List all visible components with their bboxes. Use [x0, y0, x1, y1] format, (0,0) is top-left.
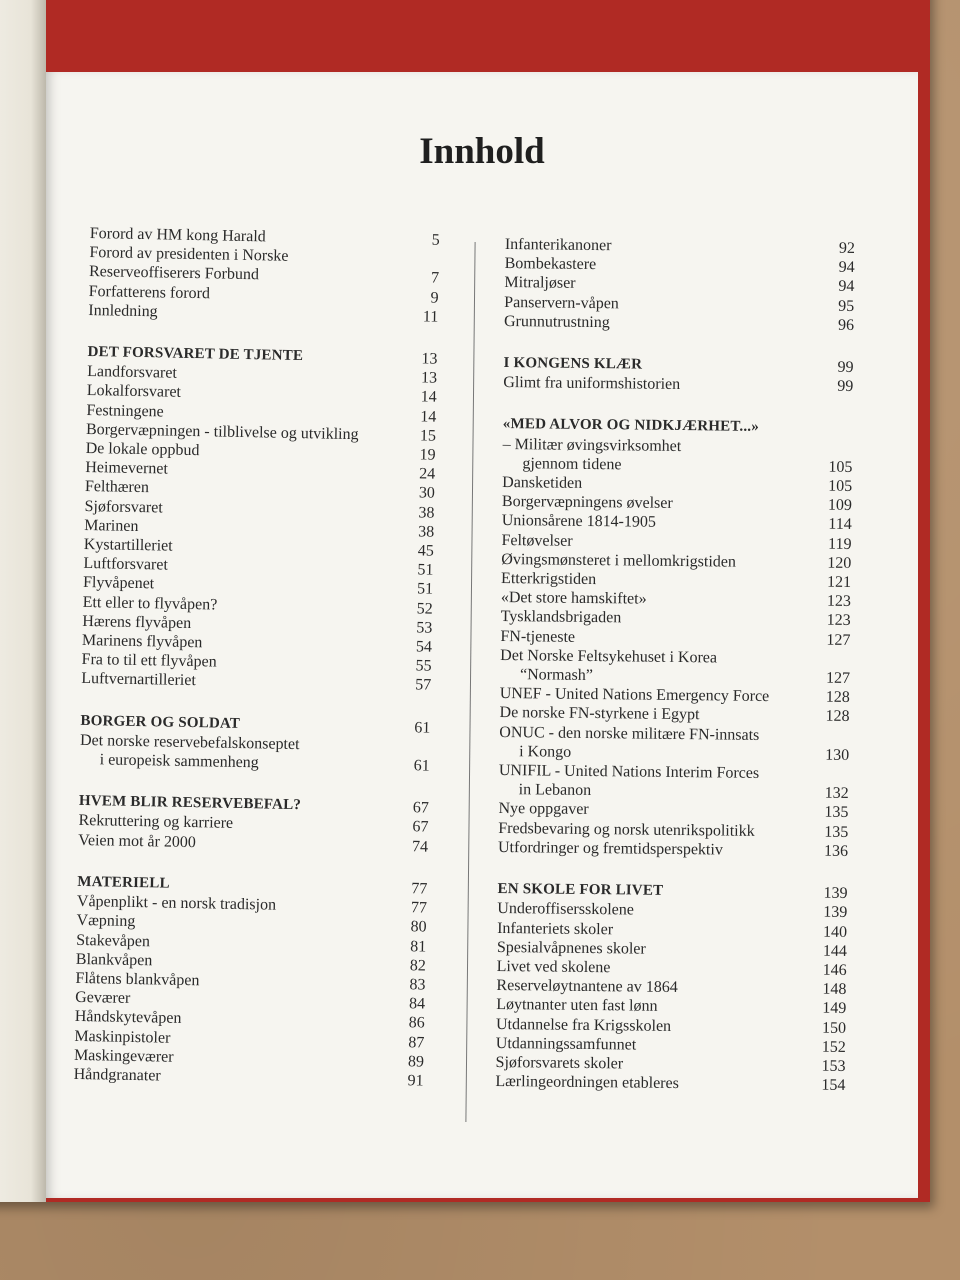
- toc-page-number: 13: [420, 369, 438, 387]
- toc-page-number: 57: [415, 676, 432, 695]
- toc-entry-title: Innledning: [88, 301, 158, 321]
- toc-page-number: 105: [828, 477, 853, 495]
- toc-entry-title: Sjøforsvaret: [84, 497, 163, 517]
- toc-entry-title: Maskinpistoler: [74, 1027, 171, 1047]
- toc-page-number: 52: [416, 600, 433, 618]
- toc-entry-title: Etterkrigstiden: [501, 570, 597, 589]
- toc-entry-title: Forfatterens forord: [88, 282, 211, 302]
- toc-page-number: 123: [826, 612, 851, 630]
- toc-page-number: 120: [827, 554, 852, 572]
- toc-entry-title: Ett eller to flyvåpen?: [82, 593, 218, 614]
- toc-page-number: 92: [838, 239, 855, 257]
- toc-page-number: 54: [415, 638, 433, 656]
- toc-page-number: 53: [416, 619, 433, 637]
- toc-page-number: 94: [838, 278, 855, 296]
- toc-page-number: 89: [407, 1052, 425, 1071]
- toc-page-number: 127: [825, 669, 851, 688]
- toc-page-number: 99: [837, 377, 854, 396]
- toc-page-number: 14: [420, 388, 437, 407]
- toc-entry-title: Våpenplikt - en norsk tradisjon: [76, 892, 277, 914]
- toc-entry-title: Maskingeværer: [73, 1046, 174, 1066]
- toc-page-number: 152: [821, 1038, 846, 1056]
- toc-page-number: 87: [408, 1033, 425, 1052]
- toc-entry-title: Dansketiden: [502, 474, 583, 492]
- toc-page-number: 153: [821, 1057, 846, 1075]
- toc-page-number: 139: [823, 884, 848, 903]
- toc-entry-title: Nye oppgaver: [498, 800, 589, 819]
- toc-entry-title: Reserveoffiserers Forbund: [88, 263, 260, 284]
- toc-entry-title: Festningene: [86, 401, 164, 421]
- toc-entry-title: Luftforsvaret: [83, 555, 169, 574]
- toc-entry-title: Fra to til ett flyvåpen: [81, 651, 217, 671]
- toc-entry-title: DET FORSVARET DE TJENTE: [87, 343, 304, 365]
- toc-entry-title: Grunnutrustning: [503, 312, 610, 332]
- toc-entry-title: Livet ved skolene: [496, 957, 611, 977]
- toc-page-number: 38: [418, 504, 435, 522]
- toc-page-number: 109: [827, 496, 853, 515]
- toc-page-number: 86: [408, 1014, 425, 1032]
- toc-page-number: 14: [420, 408, 437, 426]
- toc-entry-title: Marinens flyvåpen: [81, 631, 203, 652]
- toc-entry-title: “Normash”: [519, 666, 593, 685]
- page-title: Innhold: [419, 131, 545, 172]
- toc-page-number: 127: [826, 631, 851, 649]
- toc-page-number: 61: [413, 757, 430, 775]
- toc-entry-title: Flåtens blankvåpen: [75, 969, 200, 990]
- toc-page-number: 139: [823, 903, 848, 922]
- toc-entry-title: Unionsårene 1814-1905: [501, 512, 657, 532]
- toc-entry-title: HVEM BLIR RESERVEBEFAL?: [78, 793, 302, 814]
- toc-entry-title: De norske FN-styrkene i Egypt: [499, 704, 700, 724]
- toc-page-number: 140: [823, 923, 848, 941]
- toc-page-number: 9: [430, 289, 439, 307]
- toc-entry-title: Løytnanter uten fast lønn: [496, 996, 658, 1016]
- toc-entry: [503, 373, 853, 396]
- toc-page-number: 30: [418, 484, 436, 503]
- toc-page-number: 80: [410, 918, 427, 936]
- toc-entry-title: – Militær øvingsvirksomhet: [502, 435, 682, 455]
- toc-entry-title: Rekruttering og karriere: [78, 812, 234, 833]
- toc-page-number: 128: [825, 708, 850, 726]
- toc-entry-title: Veien mot år 2000: [78, 831, 197, 851]
- toc-page-number: 82: [409, 956, 426, 975]
- toc-entry-title: Infanterikanoner: [504, 235, 612, 255]
- toc-entry-title: Håndskytevåpen: [74, 1008, 182, 1028]
- toc-entry-title: Felthæren: [84, 478, 150, 497]
- toc-entry-title: Utdannelse fra Krigsskolen: [495, 1015, 672, 1035]
- toc-page-number: 96: [837, 316, 855, 334]
- toc-entry-title: Lærlingeordningen etableres: [495, 1073, 679, 1093]
- toc-page-number: 81: [410, 937, 427, 956]
- toc-entry-title: Underoffisersskolene: [497, 900, 635, 919]
- toc-page-number: 74: [411, 837, 429, 856]
- toc-page-number: 121: [826, 573, 852, 591]
- toc-page-number: 24: [419, 465, 436, 483]
- toc-entry-title: ONUC - den norske militære FN-innsats: [499, 723, 760, 744]
- toc-entry-title: gjennom tidene: [522, 455, 622, 474]
- toc-entry: [502, 435, 852, 477]
- toc-page-number: 99: [837, 358, 854, 376]
- toc-entry-title: Mitraljøser: [504, 274, 576, 293]
- toc-entry-title: Panservern-våpen: [504, 293, 619, 312]
- toc-entry-title: Håndgranater: [73, 1065, 161, 1085]
- toc-page-number: 83: [409, 976, 426, 994]
- toc-entry-title: Sjøforsvarets skoler: [495, 1053, 624, 1073]
- toc-page-number: 135: [824, 804, 849, 822]
- toc-page-number: 55: [415, 657, 432, 675]
- toc-entry: [504, 312, 854, 335]
- facing-page-edge: [0, 0, 46, 1202]
- toc-entry-title: UNEF - United Nations Emergency Force: [499, 685, 770, 706]
- toc-page-number: 123: [826, 592, 851, 611]
- toc-entry-title: I KONGENS KLÆR: [503, 355, 643, 373]
- toc-entry-title: Reserveløytnantene av 1864: [496, 977, 678, 997]
- toc-entry-title: Det norske reservebefalskonseptet: [79, 731, 300, 753]
- toc-page-number: 130: [825, 746, 850, 764]
- toc-entry: [498, 838, 848, 861]
- toc-page-number: 91: [407, 1072, 424, 1090]
- toc-entry: [89, 243, 440, 288]
- toc-page-number: 135: [824, 823, 849, 841]
- toc-entry-title: UNIFIL - United Nations Interim Forces: [498, 762, 760, 782]
- toc-page-number: 144: [822, 942, 847, 960]
- toc-entry-title: Borgervæpningens øvelser: [501, 493, 673, 513]
- toc-entry-title: Heimevernet: [85, 459, 169, 478]
- toc-entry-title: Flyvåpenet: [82, 574, 155, 593]
- toc-entry: [499, 723, 849, 765]
- toc-entry-title: Spesialvåpnenes skoler: [496, 938, 646, 958]
- toc-page-number: 95: [838, 297, 855, 315]
- toc-page-number: 114: [828, 516, 852, 534]
- toc-page-number: 15: [419, 427, 437, 445]
- toc-entry-title: Forord av presidenten i Norske: [89, 244, 289, 266]
- toc-entry-title: Glimt fra uniformshistorien: [503, 374, 681, 394]
- toc-entry-title: Tysklandsbrigaden: [500, 608, 622, 627]
- toc-page-number: 77: [410, 899, 428, 917]
- toc-entry-title: Øvingsmønsteret i mellomkrigstiden: [501, 550, 737, 571]
- toc-entry: [80, 731, 431, 776]
- toc-page-number: 61: [414, 718, 431, 737]
- toc-left-column: [73, 224, 439, 1091]
- toc-page-number: 154: [821, 1076, 846, 1095]
- toc-page-number: 132: [824, 784, 849, 803]
- toc-right-column: [495, 235, 855, 1095]
- toc-entry-title: Bombekastere: [504, 255, 597, 274]
- toc-entry-title: BORGER OG SOLDAT: [80, 712, 241, 732]
- toc-page-number: 149: [822, 999, 847, 1018]
- toc-page-number: 119: [828, 535, 852, 553]
- toc-page-number: 77: [411, 880, 428, 898]
- toc-entry-title: Utfordringer og fremtidsperspektiv: [497, 838, 723, 859]
- toc-entry-title: MATERIELL: [77, 873, 170, 892]
- toc-entry-title: Feltøvelser: [501, 531, 573, 550]
- toc-entry-title: Stakevåpen: [76, 931, 151, 950]
- toc-entry: [500, 646, 850, 688]
- toc-page-number: 67: [412, 818, 429, 837]
- toc-entry: [499, 761, 849, 803]
- toc-page-number: 11: [422, 308, 439, 326]
- toc-entry-title: Fredsbevaring og norsk utenrikspolitikk: [498, 819, 755, 840]
- toc-entry-title: Landforsvaret: [87, 363, 178, 382]
- toc-page-number: 150: [821, 1019, 847, 1037]
- toc-entry-title: i europeisk sammenheng: [99, 751, 259, 772]
- toc-page-number: 136: [823, 842, 849, 860]
- toc-page-number: 51: [416, 580, 434, 599]
- toc-entry-title: Infanteriets skoler: [497, 919, 614, 938]
- toc-page-number: 148: [822, 980, 847, 999]
- toc-entry-title: in Lebanon: [518, 781, 592, 800]
- toc-entry-title: Kystartilleriet: [83, 535, 173, 555]
- toc-page-number: 45: [417, 542, 434, 560]
- toc-entry-title: Utdanningssamfunnet: [495, 1034, 637, 1054]
- toc-page-number: 146: [822, 961, 847, 979]
- toc-page-number: 7: [430, 269, 440, 288]
- toc-entry-title: Det Norske Feltsykehuset i Korea: [500, 646, 718, 667]
- toc-page-number: 105: [828, 458, 853, 476]
- toc-entry-title: Borgervæpningen - tilblivelse og utvikling: [85, 420, 359, 444]
- toc-entry-title: Forord av HM kong Harald: [89, 224, 266, 246]
- toc-entry-title: EN SKOLE FOR LIVET: [497, 881, 664, 899]
- toc-page-number: 38: [417, 523, 435, 541]
- toc-page-number: 51: [417, 561, 434, 579]
- toc-entry-title: De lokale oppbud: [85, 439, 200, 460]
- toc-entry-title: Væpning: [76, 912, 136, 931]
- toc-entry-title: Blankvåpen: [75, 950, 153, 970]
- toc-entry-title: Lokalforsvaret: [86, 382, 182, 402]
- toc-page-number: 19: [419, 446, 436, 464]
- toc-page-number: 84: [408, 995, 426, 1013]
- toc-entry-title: «Det store hamskiftet»: [500, 589, 647, 608]
- toc-entry-title: i Kongo: [519, 743, 572, 761]
- toc-entry-title: Hærens flyvåpen: [82, 612, 192, 632]
- toc-page-number: 128: [825, 688, 850, 707]
- toc-page-number: 5: [431, 231, 440, 249]
- toc-entry-title: «MED ALVOR OG NIDKJÆRHET...»: [502, 416, 760, 436]
- toc-entry: [495, 1072, 845, 1095]
- toc-entry-title: Luftvernartilleriet: [81, 670, 197, 690]
- toc-entry-title: Marinen: [84, 516, 139, 535]
- toc-page-number: 13: [421, 350, 438, 368]
- toc-entry-title: Geværer: [74, 988, 131, 1008]
- toc-page-number: 67: [412, 799, 430, 817]
- toc-page-number: 94: [838, 258, 855, 277]
- toc-entry-title: FN-tjeneste: [500, 627, 576, 646]
